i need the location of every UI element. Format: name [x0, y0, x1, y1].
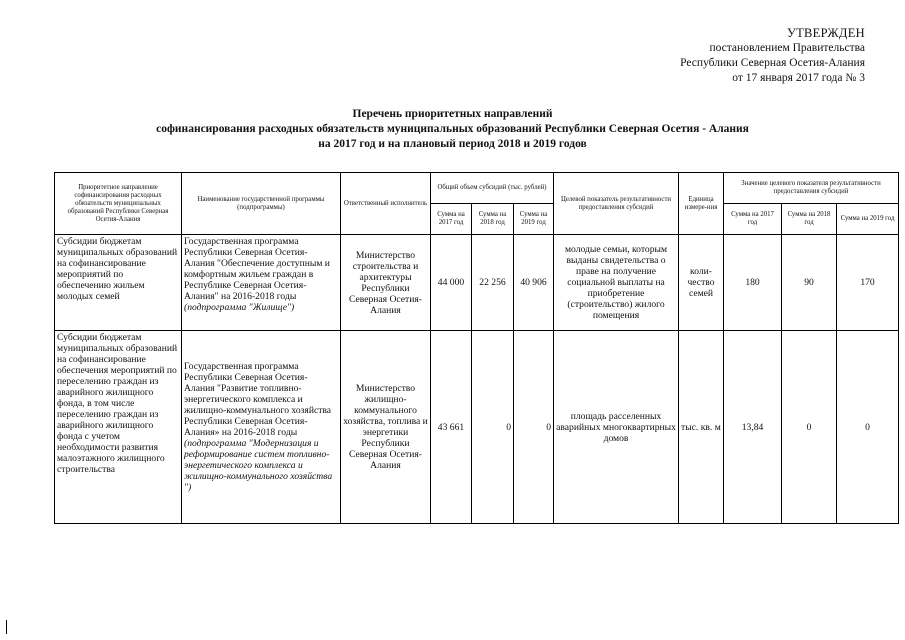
header-indicator: Целевой показатель результативности предоставления субсидий: [554, 173, 679, 235]
cell-target-2018: 90: [782, 235, 837, 331]
header-sum-2017: Сумма на 2017 год: [431, 204, 472, 235]
title-line-3: на 2017 год и на плановый период 2018 и 2019 годов: [318, 138, 587, 150]
cell-direction: Субсидии бюджетам муниципальных образований на софинансирование мероприятий по обеспечению жильем молодых семей: [55, 235, 182, 331]
document-title: [0, 107, 905, 152]
header-row-1: [55, 173, 899, 204]
cell-indicator: молодые семьи, которым выданы свидетельства о праве на получение социальной выплаты на приобретение (строительство) жилого помещения: [554, 235, 679, 331]
cell-target-2019: 0: [837, 331, 899, 524]
header-sum-2018: Сумма на 2018 год: [472, 204, 514, 235]
approval-line-3: Республики Северная Осетия-Алания: [680, 57, 865, 69]
header-sum-2019: Сумма на 2019 год: [514, 204, 554, 235]
priorities-table: [54, 172, 899, 524]
cell-sum-2017: 44 000: [431, 235, 472, 331]
header-target: Значение целевого показателя результативности предоставления субсидий: [724, 173, 899, 204]
cell-sum-2019: 0: [514, 331, 554, 524]
table-row: [55, 235, 899, 331]
approval-block: [605, 26, 865, 86]
cell-target-2018: 0: [782, 331, 837, 524]
header-direction: Приоритетное направление софинансирования расходных обязательств муниципальных образований Республики Северная Осетия-Алания: [55, 173, 182, 235]
cell-program: [182, 235, 341, 331]
program-name: Государственная программа Республики Северная Осетия-Алания "Развитие топливно-энергетического комплекса и жилищно-коммунального хозяйства Республики Северная Осетия-Алания» на 2016-2018 годы: [184, 361, 332, 438]
header-unit: Единица измере-ния: [679, 173, 724, 235]
cell-executor: Министерство жилищно-коммунального хозяйства, топлива и энергетики Республики Северная Осетия-Алания: [341, 331, 431, 524]
program-name: Государственная программа Республики Северная Осетия-Алания "Обеспечение доступным и комфортным жильем граждан в Республике Северная Осетия-Алания" на 2016-2018 годы: [184, 236, 330, 302]
cell-target-2017: 13,84: [724, 331, 782, 524]
cell-sum-2018: 22 256: [472, 235, 514, 331]
cell-executor: Министерство строительства и архитектуры Республики Северная Осетия-Алания: [341, 235, 431, 331]
cell-target-2017: 180: [724, 235, 782, 331]
header-executor: Ответственный исполнитель: [341, 173, 431, 235]
cell-program: [182, 331, 341, 524]
subprogram-name: (подпрограмма "Жилище"): [184, 302, 295, 313]
approval-title: УТВЕРЖДЕН: [786, 26, 865, 40]
header-target-2019: Сумма на 2019 год: [837, 204, 899, 235]
table-row: [55, 331, 899, 524]
header-target-2017: Сумма на 2017 год: [724, 204, 782, 235]
header-volume: Общий объем субсидий (тыс. рублей): [431, 173, 554, 204]
cell-sum-2018: 0: [472, 331, 514, 524]
scan-edge-mark: [6, 620, 7, 634]
header-program: Наименование государственной программы (подпрограммы): [182, 173, 341, 235]
cell-sum-2017: 43 661: [431, 331, 472, 524]
cell-unit: коли-чество семей: [679, 235, 724, 331]
title-line-2: софинансирования расходных обязательств муниципальных образований Республики Северная Осетия - Алания: [156, 123, 749, 135]
title-line-1: Перечень приоритетных направлений: [352, 108, 553, 120]
approval-date: от 17 января 2017 года № 3: [732, 72, 865, 84]
cell-indicator: площадь расселенных аварийных многоквартирных домов: [554, 331, 679, 524]
cell-direction: Субсидии бюджетам муниципальных образований на софинансирование обеспечения мероприятий по переселению граждан из аварийного жилищного фонда, в том числе переселению граждан из аварийного жилищного фонда с учетом необходимости развития малоэтажного жилищного строительства: [55, 331, 182, 524]
cell-sum-2019: 40 906: [514, 235, 554, 331]
cell-target-2019: 170: [837, 235, 899, 331]
cell-unit: тыс. кв. м: [679, 331, 724, 524]
header-target-2018: Сумма на 2018 год: [782, 204, 837, 235]
approval-line-2: постановлением Правительства: [709, 42, 865, 54]
subprogram-name: (подпрограмма "Модернизация и реформирование систем топливно-энергетического комплекса и жилищно-коммунального хозяйства "): [184, 438, 333, 493]
